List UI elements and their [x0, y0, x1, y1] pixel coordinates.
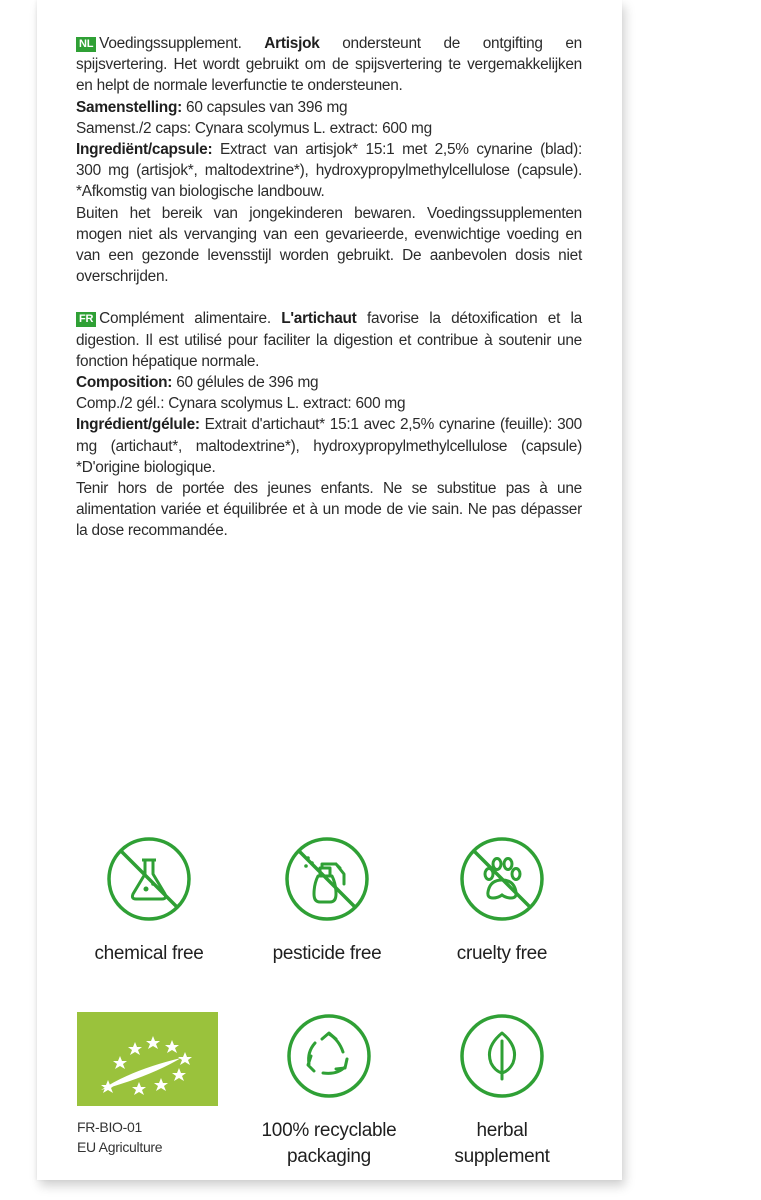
- fr-warning: Tenir hors de portée des jeunes enfants. Ne se substitue pas à une alimentation variée et équilibrée et à un mode de vie sain. Ne pas dépasser la dose recommandée.: [76, 480, 582, 540]
- recycle-icon: [286, 1013, 372, 1099]
- eu-agriculture-origin: EU Agriculture: [77, 1139, 163, 1155]
- badge-recyclable: [254, 1013, 404, 1170]
- cruelty-free-label: cruelty free: [456, 943, 548, 964]
- herbal-label: herbal supplement: [454, 1120, 550, 1167]
- paw-icon: [459, 836, 545, 922]
- fr-composition-2gel: Comp./2 gél.: Cynara scolymus L. extract: 600 mg: [76, 395, 406, 413]
- fr-language-tag: FR: [76, 312, 96, 327]
- badge-cruelty-free: [427, 836, 577, 966]
- fr-composition: Composition: 60 gélules de 396 mg: [76, 374, 319, 392]
- eu-bio-code: FR-BIO-01: [77, 1119, 142, 1135]
- eu-organic-leaf-icon: [77, 1012, 218, 1106]
- recyclable-label: 100% recyclable packaging: [261, 1120, 397, 1167]
- badge-pesticide-free: [252, 836, 402, 966]
- badge-herbal: [427, 1013, 577, 1170]
- leaf-icon: [459, 1013, 545, 1099]
- nl-language-tag: NL: [76, 37, 96, 52]
- nl-composition: Samenstelling: 60 capsules van 396 mg: [76, 98, 348, 116]
- nl-ingredients: Ingrediënt/capsule: Extract van artisjok* 15:1 met 2,5% cynarine (blad): 300 mg (artisjok*, maltodextrine*), hydroxypropylmethylcellulose (capsule). *Afkomstig van biologische landbouw.: [76, 141, 582, 201]
- pesticide-free-label: pesticide free: [272, 943, 382, 964]
- chemical-free-label: chemical free: [94, 943, 204, 964]
- nl-composition-2caps: Samenst./2 caps: Cynara scolymus L. extract: 600 mg: [76, 119, 432, 137]
- eu-organic-logo: [77, 1012, 218, 1106]
- eu-certification-text: [77, 1117, 162, 1157]
- pesticide-free-icon: [284, 836, 370, 922]
- badge-chemical-free: [74, 836, 224, 966]
- nl-intro: NL Voedingssupplement. Artisjok ondersteunt de ontgifting en spijsvertering. Het wordt gebruikt om de spijsvertering te vergemakkelijken en helpt de normale leverfunctie te ondersteunen.: [76, 35, 582, 95]
- fr-intro: FR Complément alimentaire. L'artichaut favorise la détoxification et la digestion. Il est utilisé pour faciliter la digestion et contribue à soutenir une fonction hépatique normale.: [76, 310, 582, 370]
- chemical-free-icon: [106, 836, 192, 922]
- label-text-block: [76, 33, 582, 542]
- nl-warning: Buiten het bereik van jongekinderen bewaren. Voedingssupplementen mogen niet als vervanging van een gevarieerde, evenwichtige voeding en van een gezonde levensstijl worden gebruikt. De aanbevolen dosis niet overschrijden.: [76, 204, 582, 286]
- fr-ingredients: Ingrédient/gélule: Extrait d'artichaut* 15:1 avec 2,5% cynarine (feuille): 300 mg (artichaut*, maltodextrine*), hydroxypropylmethylcellulose (capsule) *D'origine biologique.: [76, 416, 582, 476]
